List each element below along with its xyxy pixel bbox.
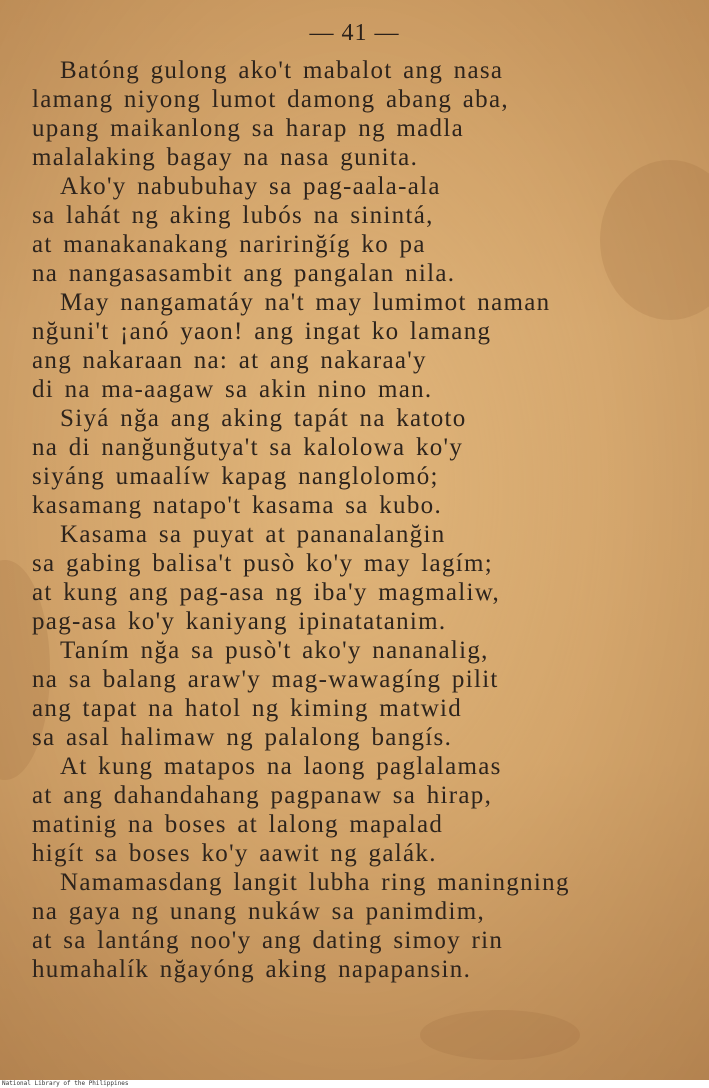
poem-line: at sa lantáng noo'y ang dating simoy rin <box>32 927 504 954</box>
poem-line: na sa balang araw'y mag-wawagíng pilit <box>32 666 499 693</box>
page-number: — 41 — <box>309 20 400 46</box>
poem-line: at kung ang pag-asa ng iba'y magmaliw, <box>32 579 501 606</box>
poem-line: upang maikanlong sa harap ng madla <box>32 115 465 142</box>
library-watermark: National Library of the Philippines <box>2 1080 129 1087</box>
poem-line: kasamang natapo't kasama sa kubo. <box>32 492 442 519</box>
poem-line: Batóng gulong ako't mabalot ang nasa <box>60 57 504 84</box>
poem-line: lamang niyong lumot damong abang aba, <box>32 86 509 113</box>
poem-line: matinig na boses at lalong mapalad <box>32 811 444 838</box>
poem-line: siyáng umaalíw kapag nanglolomó; <box>32 463 439 490</box>
poem-line: at ang dahandahang pagpanaw sa hirap, <box>32 782 493 809</box>
poem-line: higít sa boses ko'y aawit ng galák. <box>32 840 437 867</box>
poem-line: Ako'y nabubuhay sa pag-aala-ala <box>60 173 441 200</box>
poem-line: sa lahát ng aking lubós na sinintá, <box>32 202 434 229</box>
poem-line: humahalík nğayóng aking napapansin. <box>32 956 472 983</box>
poem-line: Namamasdang langit lubha ring maningning <box>60 869 570 896</box>
poem-line: sa gabing balisa't pusò ko'y may lagím; <box>32 550 493 577</box>
poem-line: At kung matapos na laong paglalamas <box>60 753 502 780</box>
paper-stain <box>420 1010 580 1060</box>
poem-line: May nangamatáy na't may lumimot naman <box>60 289 551 316</box>
poem-line: ang nakaraan na: at ang nakaraa'y <box>32 347 427 374</box>
poem-line: malalaking bagay na nasa gunita. <box>32 144 419 171</box>
poem-line: nğuni't ¡anó yaon! ang ingat ko lamang <box>32 318 492 345</box>
poem-line: at manakanakang naririnğíg ko pa <box>32 231 426 258</box>
poem-line: ang tapat na hatol ng kiming matwid <box>32 695 463 722</box>
poem-line: Kasama sa puyat at pananalanğin <box>60 521 446 548</box>
poem-line: di na ma-aagaw sa akin nino man. <box>32 376 433 403</box>
poem-line: sa asal halimaw ng palalong bangís. <box>32 724 453 751</box>
poem-line: na nangasasambit ang pangalan nila. <box>32 260 456 287</box>
poem-line: na gaya ng unang nukáw sa panimdim, <box>32 898 485 925</box>
poem-line: pag-asa ko'y kaniyang ipinatatanim. <box>32 608 447 635</box>
poem-line: Siyá nğa ang aking tapát na katoto <box>60 405 467 432</box>
poem-line: Taním nğa sa pusò't ako'y nananalig, <box>60 637 489 664</box>
poem-text <box>32 56 692 984</box>
poem-line: na di nanğunğutya't sa kalolowa ko'y <box>32 434 464 461</box>
